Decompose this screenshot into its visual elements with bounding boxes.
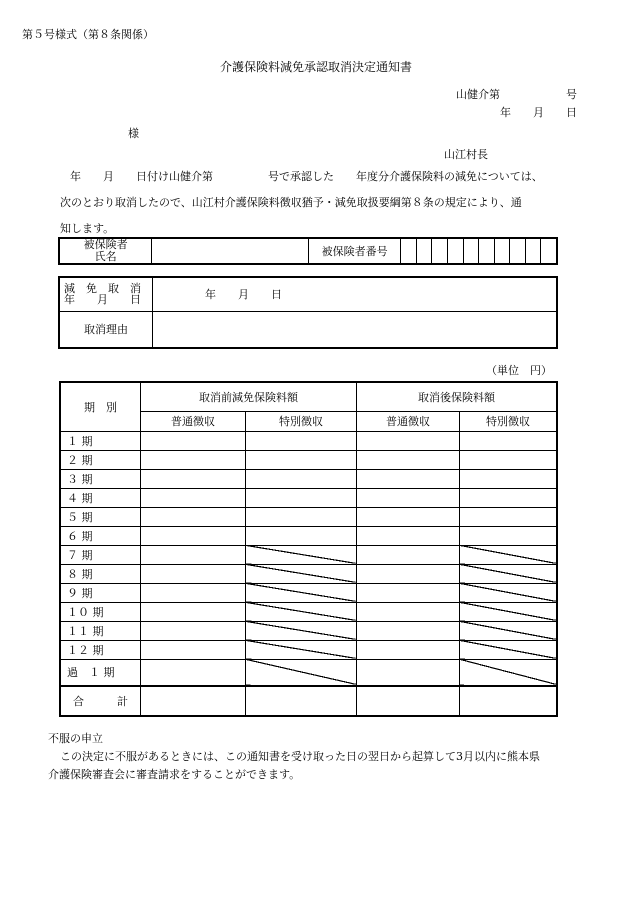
- total-label: 合 計: [60, 686, 141, 716]
- amount-cell[interactable]: [460, 488, 558, 507]
- period-label: 過 １ 期: [60, 659, 141, 686]
- total-cell[interactable]: [357, 686, 460, 716]
- insured-number-digit[interactable]: [432, 238, 448, 264]
- amount-cell[interactable]: [141, 659, 246, 686]
- insured-name-label: 被保険者 氏名: [59, 238, 152, 264]
- total-cell[interactable]: [460, 686, 558, 716]
- before-cancel-header: 取消前減免保険料額: [141, 382, 357, 411]
- cancellation-date-label: 減 免 取 消 年 月 日: [59, 277, 153, 311]
- amount-cell[interactable]: [357, 507, 460, 526]
- issuer-name: 山江村長: [444, 148, 488, 161]
- amount-cell[interactable]: [141, 621, 246, 640]
- disabled-cell: [246, 602, 357, 621]
- table-row: [60, 564, 557, 583]
- insured-number-digit[interactable]: [401, 238, 417, 264]
- amount-cell[interactable]: [141, 640, 246, 659]
- insured-number-digit[interactable]: [448, 238, 464, 264]
- disabled-cell: [460, 564, 558, 583]
- amount-cell[interactable]: [141, 583, 246, 602]
- period-label: １１ 期: [60, 621, 141, 640]
- body-text-line2: 次のとおり取消したので、山江村介護保険料徴収猶予・減免取扱要綱第８条の規定により、通: [60, 196, 522, 209]
- amount-cell[interactable]: [357, 583, 460, 602]
- period-label: ４ 期: [60, 488, 141, 507]
- disabled-cell: [460, 659, 558, 686]
- amount-cell[interactable]: [141, 450, 246, 469]
- table-row: [60, 640, 557, 659]
- amount-cell[interactable]: [141, 526, 246, 545]
- period-label: ９ 期: [60, 583, 141, 602]
- amount-cell[interactable]: [141, 564, 246, 583]
- body-text-line3: 知します。: [60, 222, 115, 235]
- appeal-heading: 不服の申立: [48, 732, 103, 745]
- body-text-line1: 年 月 日付け山健介第 号で承認した 年度分介護保険料の減免については、: [70, 170, 543, 183]
- amount-cell[interactable]: [357, 564, 460, 583]
- disabled-cell: [246, 583, 357, 602]
- amount-cell[interactable]: [357, 431, 460, 450]
- table-row: [60, 450, 557, 469]
- amount-cell[interactable]: [357, 488, 460, 507]
- cancellation-date-field[interactable]: 年 月 日: [153, 277, 558, 311]
- amount-cell[interactable]: [460, 450, 558, 469]
- disabled-cell: [246, 640, 357, 659]
- amount-cell[interactable]: [246, 431, 357, 450]
- period-header: 期 別: [60, 382, 141, 431]
- amount-cell[interactable]: [357, 621, 460, 640]
- amount-cell[interactable]: [246, 488, 357, 507]
- disabled-cell: [460, 602, 558, 621]
- amount-cell[interactable]: [357, 545, 460, 564]
- insured-name-field[interactable]: [152, 238, 309, 264]
- issue-date: 年 月 日: [500, 106, 577, 119]
- table-row: [60, 602, 557, 621]
- after-normal-header: 普通徴収: [357, 411, 460, 431]
- amount-cell[interactable]: [141, 488, 246, 507]
- disabled-cell: [460, 621, 558, 640]
- insured-number-digit[interactable]: [463, 238, 479, 264]
- disabled-cell: [246, 564, 357, 583]
- amount-cell[interactable]: [246, 526, 357, 545]
- disabled-cell: [460, 545, 558, 564]
- appeal-text-line2: 介護保険審査会に審査請求をすることができます。: [48, 768, 301, 781]
- insured-table: [58, 237, 558, 265]
- premium-table: [59, 381, 558, 717]
- period-label: ５ 期: [60, 507, 141, 526]
- period-label: １ 期: [60, 431, 141, 450]
- table-row: [60, 583, 557, 602]
- amount-cell[interactable]: [141, 545, 246, 564]
- total-row: [60, 686, 557, 716]
- cancellation-table: [58, 276, 558, 349]
- period-label: ３ 期: [60, 469, 141, 488]
- form-number: 第５号様式（第８条関係）: [22, 28, 154, 41]
- table-row: [60, 621, 557, 640]
- disabled-cell: [246, 659, 357, 686]
- amount-cell[interactable]: [141, 469, 246, 488]
- after-special-header: 特別徴収: [460, 411, 558, 431]
- amount-cell[interactable]: [246, 469, 357, 488]
- amount-cell[interactable]: [357, 450, 460, 469]
- amount-cell[interactable]: [460, 507, 558, 526]
- total-cell[interactable]: [141, 686, 246, 716]
- disabled-cell: [246, 545, 357, 564]
- disabled-cell: [460, 583, 558, 602]
- insured-number-digit[interactable]: [416, 238, 432, 264]
- amount-cell[interactable]: [460, 526, 558, 545]
- insured-number-digit[interactable]: [494, 238, 510, 264]
- amount-cell[interactable]: [141, 602, 246, 621]
- table-row: [60, 469, 557, 488]
- table-row: [60, 431, 557, 450]
- cancellation-reason-field[interactable]: [153, 311, 558, 348]
- amount-cell[interactable]: [357, 469, 460, 488]
- table-row: [60, 545, 557, 564]
- amount-cell[interactable]: [357, 526, 460, 545]
- unit-label: （単位 円）: [486, 364, 552, 377]
- insured-number-digit[interactable]: [525, 238, 541, 264]
- period-label: ２ 期: [60, 450, 141, 469]
- amount-cell[interactable]: [246, 507, 357, 526]
- amount-cell[interactable]: [460, 431, 558, 450]
- period-label: １０ 期: [60, 602, 141, 621]
- table-row: [60, 659, 557, 686]
- period-label: ７ 期: [60, 545, 141, 564]
- period-label: ６ 期: [60, 526, 141, 545]
- insured-number-digit[interactable]: [510, 238, 526, 264]
- amount-cell[interactable]: [357, 602, 460, 621]
- insured-number-label: 被保険者番号: [309, 238, 401, 264]
- period-label: １２ 期: [60, 640, 141, 659]
- document-title: 介護保険料減免承認取消決定通知書: [220, 60, 413, 74]
- amount-cell[interactable]: [141, 507, 246, 526]
- amount-cell[interactable]: [141, 431, 246, 450]
- table-row: [60, 507, 557, 526]
- cancellation-reason-label: 取消理由: [59, 311, 153, 348]
- period-label: ８ 期: [60, 564, 141, 583]
- table-row: [60, 526, 557, 545]
- disabled-cell: [246, 621, 357, 640]
- amount-cell[interactable]: [357, 640, 460, 659]
- amount-cell[interactable]: [246, 450, 357, 469]
- disabled-cell: [460, 640, 558, 659]
- addressee-suffix: 様: [128, 127, 139, 140]
- appeal-text-line1: この決定に不服があるときには、この通知書を受け取った日の翌日から起算して3月以内に熊本県: [60, 750, 540, 763]
- amount-cell[interactable]: [357, 659, 460, 686]
- amount-cell[interactable]: [460, 469, 558, 488]
- insured-number-digit[interactable]: [541, 238, 557, 264]
- after-cancel-header: 取消後保険料額: [357, 382, 558, 411]
- table-row: [60, 488, 557, 507]
- total-cell[interactable]: [246, 686, 357, 716]
- insured-number-digit[interactable]: [479, 238, 495, 264]
- before-special-header: 特別徴収: [246, 411, 357, 431]
- document-number: 山健介第 号: [456, 88, 577, 101]
- before-normal-header: 普通徴収: [141, 411, 246, 431]
